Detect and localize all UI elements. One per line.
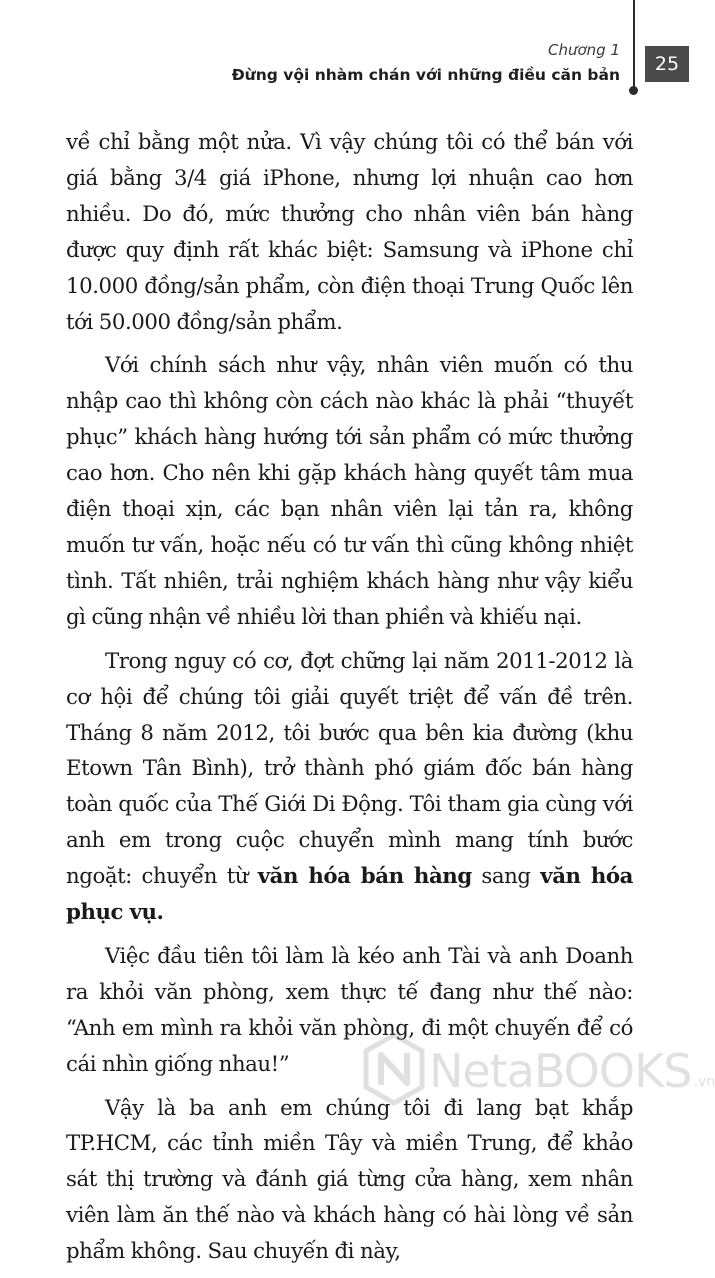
paragraph-3-text-a: Trong nguy có cơ, đợt chững lại năm 2011-2012 là cơ hội để chúng tôi giải quyết triệt để vấn đề trên. Tháng 8 năm 2012, tôi bước qua bên kia đường (khu Etown Tân Bình), trở thành phó giám đốc bán hàng toàn quốc của Thế Giới Di Động. Tôi tham gia cùng với anh em trong cuộc chuyển mình mang tính bước ngoặt: chuyển từ <box>66 648 633 890</box>
chapter-title: Đừng vội nhàm chán với những điều căn bản <box>231 66 620 84</box>
header-divider-dot <box>629 86 638 95</box>
watermark-suffix: .vn <box>693 1074 715 1090</box>
paragraph-5: Vậy là ba anh em chúng tôi đi lang bạt khắp TP.HCM, các tỉnh miền Tây và miền Trung, để khảo sát thị trường và đánh giá từng cửa hàng, xem nhân viên làm ăn thế nào và khách hàng có hài lòng về sản phẩm không. Sau chuyến đi này, <box>66 1095 633 1265</box>
paragraph-4: Việc đầu tiên tôi làm là kéo anh Tài và anh Doanh ra khỏi văn phòng, xem thực tế đang như thế nào: “Anh em mình ra khỏi văn phòng, đi một chuyến để có cái nhìn giống nhau!” <box>66 943 633 1077</box>
page-number: 25 <box>645 46 689 82</box>
running-header <box>232 40 620 87</box>
page-body <box>66 125 633 1278</box>
paragraph-1: về chỉ bằng một nửa. Vì vậy chúng tôi có thể bán với giá bằng 3/4 giá iPhone, nhưng lợi nhuận cao hơn nhiều. Do đó, mức thưởng cho nhân viên bán hàng được quy định rất khác biệt: Samsung và iPhone chỉ 10.000 đồng/sản phẩm, còn điện thoại Trung Quốc lên tới 50.000 đồng/sản phẩm. <box>66 130 633 335</box>
watermark-brand: NetaBOOKS <box>429 1044 692 1098</box>
chapter-label: Chương 1 <box>547 41 620 59</box>
header-divider-line <box>633 0 635 88</box>
emphasis-sales-culture: văn hóa bán hàng <box>257 864 472 890</box>
emphasis-service-culture: văn hóa phục vụ. <box>66 864 634 926</box>
paragraph-2: Với chính sách như vậy, nhân viên muốn có thu nhập cao thì không còn cách nào khác là phải “thuyết phục” khách hàng hướng tới sản phẩm có mức thưởng cao hơn. Cho nên khi gặp khách hàng quyết tâm mua điện thoại xịn, các bạn nhân viên lại tản ra, không muốn tư vấn, hoặc nếu có tư vấn thì cũng không nhiệt tình. Tất nhiên, trải nghiệm khách hàng như vậy kiểu gì cũng nhận về nhiều lời than phiền và khiếu nại. <box>66 353 633 630</box>
paragraph-3 <box>66 644 633 931</box>
paragraph-3-text-b: sang <box>471 864 541 890</box>
